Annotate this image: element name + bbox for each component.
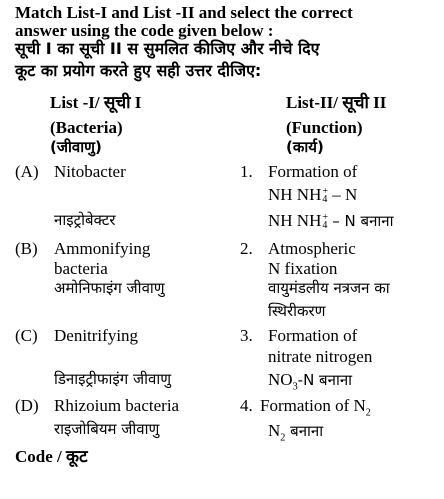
row-c-bacteria: Denitrifying — [54, 326, 139, 345]
code-label: Code / कूट — [15, 447, 88, 466]
row-a-bacteria: Nitobacter — [54, 162, 126, 181]
row-b-function-2: N fixation — [268, 259, 338, 278]
row-c-bacteria-hindi: डिनाइट्रीफाइंग जीवाणु — [54, 370, 172, 388]
row-d-function: Formation of $N_2$ — [260, 396, 371, 419]
row-a-bacteria-hindi: नाइट्रोबेक्टर — [54, 211, 116, 229]
row-d-num: 4. — [240, 396, 253, 415]
row-b-bacteria: Ammonifying — [54, 239, 151, 258]
row-b-function-hindi: वायुमंडलीय नत्रजन का — [268, 279, 390, 297]
row-a-formula: NH NH + 4 – N — [268, 185, 358, 206]
row-b-num: 2. — [240, 239, 253, 258]
row-b-function-hindi-2: स्थिरीकरण — [268, 302, 326, 320]
row-c-num: 3. — [240, 326, 253, 345]
list2-hindi-header: (कार्य) — [286, 138, 324, 156]
list1-subheader: (Bacteria) — [50, 118, 123, 137]
row-a-function: Formation of — [268, 162, 358, 181]
list1-header: List -I/ सूची I — [50, 93, 142, 112]
row-a-formula-hindi: NH NH + 4 – N बनाना — [268, 211, 394, 232]
row-c-function-hindi: $NO_3-N$ बनाना — [268, 370, 353, 393]
row-b-bacteria-2: bacteria — [54, 259, 108, 278]
list2-subheader: (Function) — [286, 118, 363, 137]
row-b-label: (B) — [15, 239, 38, 258]
row-a-label: (A) — [15, 162, 39, 181]
row-d-bacteria: Rhizoium bacteria — [54, 396, 180, 415]
question-line-1: Match List-I and List -II and select the correct — [15, 3, 353, 22]
question-hindi-1: सूची I का सूची II स सुमलित कीजिए और नीचे दिए — [15, 39, 320, 58]
row-c-function: Formation of — [268, 326, 358, 345]
list1-hindi-header: (जीवाणु) — [50, 138, 102, 156]
row-c-function-2: nitrate nitrogen — [268, 347, 373, 366]
row-b-bacteria-hindi: अमोनिफाइंग जीवाणु — [54, 279, 165, 297]
row-a-num: 1. — [240, 162, 253, 181]
row-d-function-hindi: $N_2$ बनाना — [268, 421, 324, 444]
row-c-label: (C) — [15, 326, 38, 345]
row-b-function: Atmospheric — [268, 239, 356, 258]
row-d-label: (D) — [15, 396, 39, 415]
question-hindi-2: कूट का प्रयोग करते हुए सही उत्तर दीजिए: — [15, 61, 262, 80]
list2-header: List-II/ सूची II — [286, 93, 387, 112]
row-d-bacteria-hindi: राइजोबियम जीवाणु — [54, 420, 160, 438]
question-line-2: answer using the code given below : — [15, 21, 274, 40]
